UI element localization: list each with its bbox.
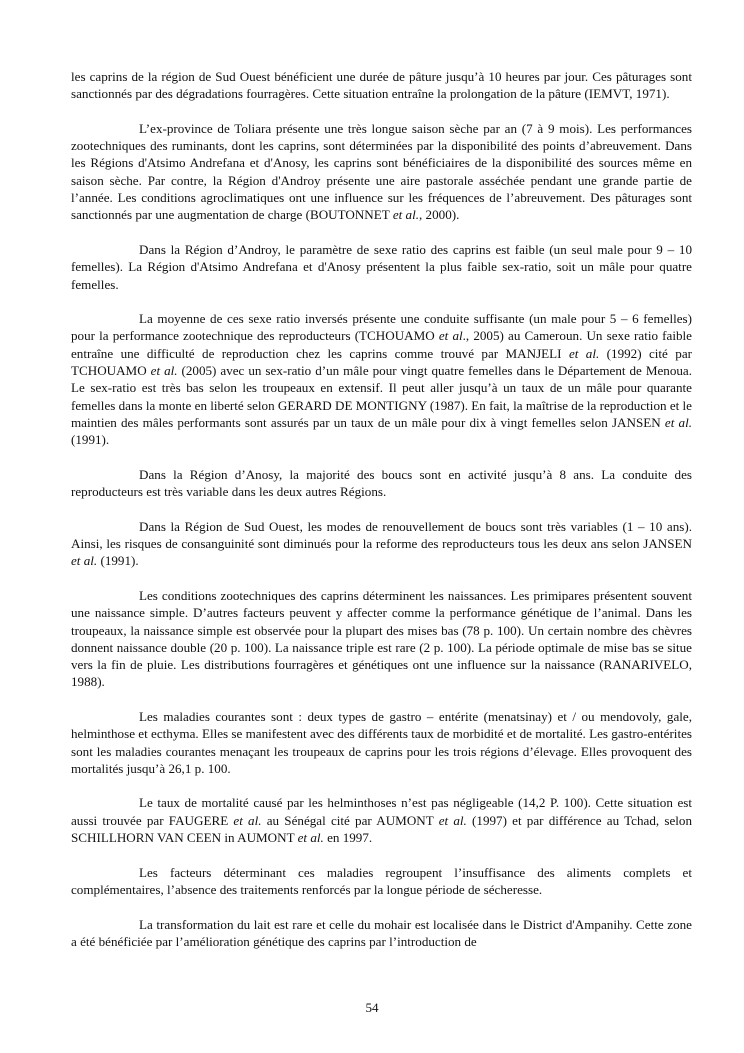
paragraph	[71, 466, 692, 501]
paragraph-text: Le taux de mortalité causé par les helminthoses n’est pas négligeable (14,2 P. 100). Cette situation est aussi trouvée par FAUGERE	[71, 795, 692, 828]
paragraph-text: en 1997.	[323, 830, 373, 846]
paragraph-text: Dans la Région d’Androy, le paramètre de sexe ratio des caprins est faible (un seul male pour 9 – 10 femelles). La Région d'Atsimo Andrefana et d'Anosy présentent la plus faible sex-ratio, soit un mâle pour quatre femelles.	[71, 241, 692, 292]
paragraph	[71, 587, 692, 691]
paragraph-text: (2005) avec un sex-ratio d’un mâle pour vingt quatre femelles dans le Département de Menoua. Le sex-ratio est très bas selon les troupeaux en extensif. Il peut aller jusqu’à un taux de un mâle pour quarante femelles dans la monte en liberté selon GERARD DE MONTIGNY (1987). En fait, la maîtrise de la reproduction et le maintien des mâles performants sont assurés par un taux de un mâle pour dix à vingt femelles selon JANSEN	[71, 363, 692, 430]
paragraph	[71, 518, 692, 570]
italic-text: et al.	[233, 812, 262, 828]
paragraph-text: au Sénégal cité par AUMONT	[261, 812, 439, 828]
paragraph-text: Les conditions zootechniques des caprins déterminent les naissances. Les primipares présentent souvent une naissance simple. D’autres facteurs peuvent y affecter comme la performance génétique de l’animal. Dans les troupeaux, la naissance simple est observée pour la plupart des mises bas (78 p. 100). Un certain nombre des chèvres donnent naissance double (20 p. 100). La naissance triple est rare (2 p. 100). La période optimale de mise bas se situe vers la fin de pluie. Les distributions fourragères et génétiques ont une influence sur la naissance (RANARIVELO, 1988).	[71, 587, 692, 690]
paragraph	[71, 864, 692, 899]
paragraph-text: , 2000).	[419, 207, 460, 223]
italic-text: et al.	[71, 553, 98, 569]
paragraph-text: Dans la Région d’Anosy, la majorité des boucs sont en activité jusqu’à 8 ans. La conduite des reproducteurs est très variable dans les deux autres Régions.	[71, 466, 692, 500]
italic-text: et al.	[438, 812, 467, 828]
paragraph-text: (1991).	[71, 432, 110, 448]
paragraph-text: ., 2005) au Cameroun. Un sexe ratio faible entraîne une difficulté de reproduction chez les caprins comme trouvé par MANJELI	[71, 328, 692, 361]
paragraph	[71, 708, 692, 777]
paragraph	[71, 241, 692, 293]
paragraph-text: (1997) et par différence au Tchad, selon SCHILLHORN VAN CEEN in AUMONT	[71, 812, 693, 846]
italic-text: et al	[438, 328, 463, 344]
paragraph-text: L’ex-province de Toliara présente une très longue saison sèche par an (7 à 9 mois). Les performances zootechniques des ruminants, dont les caprins, sont déterminées par la disponibilité des points d’abreuvement. Dans les Régions d'Atsimo Andrefana et d'Anosy, les caprins sont bénéficiaires de la disponibilité des sources même en saison sèche. Par contre, la Région d'Androy présente une aire pastorale asséchée pendant une grande partie de l’année. Les conditions agroclimatiques ont une influence sur les fréquences de l’abreuvement. Des pâturages sont sanctionnés par une augmentation de charge (BOUTONNET	[71, 120, 692, 223]
page-number: 54	[365, 1000, 379, 1015]
paragraph	[71, 120, 692, 224]
italic-text: et al.	[664, 414, 692, 430]
paragraph-text: La transformation du lait est rare et celle du mohair est localisée dans le District d'Ampanihy. Cette zone a été bénéficiée par l’amélioration génétique des caprins par l’introduction de	[71, 916, 692, 949]
paragraph-text: (1992) cité par TCHOUAMO	[71, 345, 692, 379]
italic-text: et al.	[150, 363, 178, 379]
paragraph-text: (1991).	[97, 553, 139, 569]
paragraph-text: La moyenne de ces sexe ratio inversés présente une conduite suffisante (un male pour 5 – 6 femelles) pour la performance zootechnique des reproducteurs (TCHOUAMO	[71, 311, 692, 344]
paragraph	[71, 310, 692, 448]
italic-text: et al.	[297, 830, 324, 846]
paragraph-text: Les maladies courantes sont : deux types de gastro – entérite (menatsinay) et / ou mendovoly, gale, helminthose et ecthyma. Elles se manifestent avec des différents taux de morbidité et de mortalité. Les gastro-entérites sont les maladies courantes menaçant les troupeaux de caprins pour les trois régions d’élevage. Elles provoquent des mortalités jusqu’à 26,1 p. 100.	[71, 708, 692, 776]
paragraph-text: Dans la Région de Sud Ouest, les modes de renouvellement de boucs sont très variables (1 – 10 ans). Ainsi, les risques de consanguinité sont diminués pour la reforme des reproducteurs tous les deux ans selon JANSEN	[71, 518, 692, 552]
body-text	[71, 68, 692, 967]
paragraph	[71, 794, 692, 846]
italic-text: et al.	[392, 207, 419, 223]
paragraph	[71, 916, 692, 951]
paragraph	[71, 68, 692, 103]
paragraph-text: les caprins de la région de Sud Ouest bénéficient une durée de pâture jusqu’à 10 heures par jour. Ces pâturages sont sanctionnés par des dégradations fourragères. Cette situation entraîne la prolongation de la pâture (IEMVT, 1971).	[71, 69, 692, 102]
italic-text: et al.	[568, 345, 600, 361]
paragraph-text: Les facteurs déterminant ces maladies regroupent l’insuffisance des aliments complets et complémentaires, l’absence des traitements renforcés par la longue période de sécheresse.	[71, 864, 692, 897]
